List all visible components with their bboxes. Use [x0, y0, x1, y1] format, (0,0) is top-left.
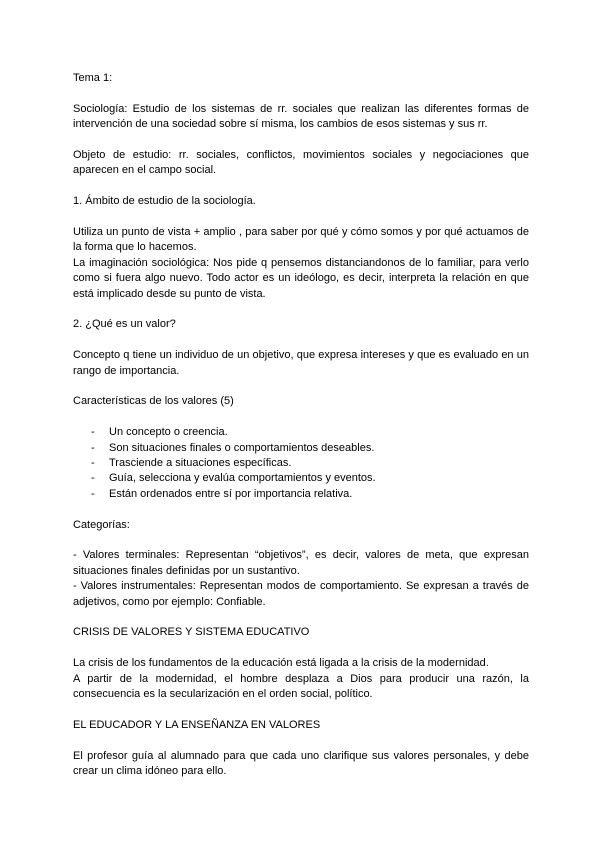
- section-heading-educator: EL EDUCADOR Y LA ENSEÑANZA EN VALORES: [73, 718, 321, 731]
- list-item: [91, 471, 529, 486]
- dash-bullet: -: [91, 472, 95, 485]
- dash-bullet: -: [91, 426, 95, 439]
- dash-bullet: -: [91, 441, 95, 454]
- scope-paragraph-2: La imaginación sociológica: Nos pide q pensemos distanciandonos de lo familiar, para verlo como si fuera algo nuevo. Todo actor es un ideólogo, es decir, interpreta la relación en que está implicado desde su punto de vista.: [73, 256, 529, 300]
- study-object: Objeto de estudio: rr. sociales, conflictos, movimientos sociales y negociaciones que aparecen en el campo social.: [73, 149, 529, 177]
- list-item-text: Trasciende a situaciones específicas.: [109, 457, 292, 470]
- list-item: [91, 456, 529, 471]
- list-item-text: Guía, selecciona y evalúa comportamientos y eventos.: [109, 472, 376, 485]
- section-heading-1: 1. Ámbito de estudio de la sociología.: [73, 195, 256, 208]
- scope-paragraph-1: Utiliza un punto de vista + amplio , para saber por qué y cómo somos y por qué actuamos de la forma que lo hacemos.: [73, 226, 529, 254]
- sociology-definition: Sociología: Estudio de los sistemas de rr. sociales que realizan las diferentes formas de intervención de una sociedad sobre sí misma, los cambios de esos sistemas y sus rr.: [73, 102, 529, 131]
- dash-bullet: -: [91, 457, 95, 470]
- category-terminal-values: - Valores terminales: Representan “objetivos”, es decir, valores de meta, que expresan situaciones finales definidas por un sustantivo.: [73, 549, 529, 577]
- list-item: [91, 487, 529, 502]
- categories-title: Categorías:: [73, 518, 130, 531]
- section-heading-2: 2. ¿Qué es un valor?: [73, 318, 176, 331]
- dash-bullet: -: [91, 487, 95, 500]
- list-item-text: Un concepto o creencia.: [109, 426, 228, 439]
- list-item-text: Son situaciones finales o comportamientos deseables.: [109, 441, 375, 454]
- section-heading-crisis: CRISIS DE VALORES Y SISTEMA EDUCATIVO: [73, 626, 310, 639]
- category-instrumental-values: - Valores instrumentales: Representan modos de comportamiento. Se expresan a través de adjetivos, como por ejemplo: Confiable.: [73, 580, 529, 608]
- list-item: [91, 441, 529, 456]
- crisis-paragraph-2: A partir de la modernidad, el hombre desplaza a Dios para producir una razón, la consecuencia es la secularización en el orden social, político.: [73, 672, 529, 701]
- topic-title: Tema 1:: [73, 72, 113, 84]
- educator-paragraph: El profesor guía al alumnado para que cada uno clarifique sus valores personales, y debe crear un clima idóneo para ello.: [73, 749, 529, 778]
- value-definition: Concepto q tiene un individuo de un objetivo, que expresa intereses y que es evaluado en un rango de importancia.: [73, 349, 529, 377]
- list-item: [91, 425, 529, 440]
- characteristics-title: Características de los valores (5): [73, 395, 234, 408]
- crisis-paragraph-1: La crisis de los fundamentos de la educación está ligada a la crisis de la modernidad.: [73, 657, 489, 670]
- characteristics-list: [73, 425, 529, 502]
- list-item-text: Están ordenados entre sí por importancia relativa.: [109, 487, 353, 500]
